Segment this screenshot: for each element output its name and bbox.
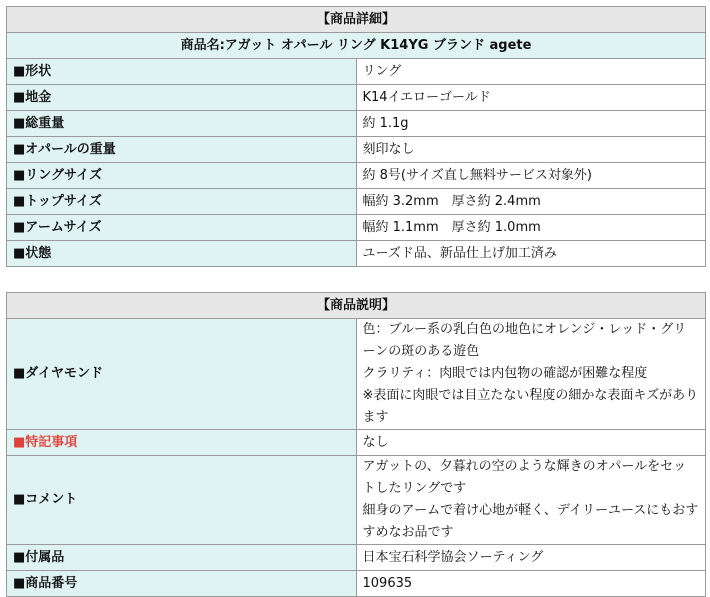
detail-row-opal-weight bbox=[7, 137, 706, 163]
detail-row-arm-size bbox=[7, 215, 706, 241]
diamond-description bbox=[356, 319, 706, 430]
detail-label: ■形状 bbox=[7, 59, 357, 85]
detail-row-total-weight bbox=[7, 111, 706, 137]
detail-value: K14イエローゴールド bbox=[356, 85, 706, 111]
detail-value: 約 8号(サイズ直し無料サービス対象外) bbox=[356, 163, 706, 189]
comment-line: 細身のアームで着け心地が軽く、デイリーユースにもおすすめなお品です bbox=[362, 503, 699, 540]
detail-value: 幅約 1.1mm 厚さ約 1.0mm bbox=[356, 215, 706, 241]
detail-value: ユーズド品、新品仕上げ加工済み bbox=[356, 241, 706, 267]
detail-row-ring-size bbox=[7, 163, 706, 189]
detail-label: ■総重量 bbox=[7, 111, 357, 137]
detail-row-top-size bbox=[7, 189, 706, 215]
detail-value: 刻印なし bbox=[356, 137, 706, 163]
comment-text bbox=[356, 456, 706, 545]
detail-label: ■オパールの重量 bbox=[7, 137, 357, 163]
description-value: 109635 bbox=[356, 571, 706, 597]
diamond-line: 色：ブルー系の乳白色の地色にオレンジ・レッド・グリーンの斑のある遊色 bbox=[362, 322, 687, 359]
details-header: 【商品詳細】 bbox=[7, 7, 706, 33]
detail-value: 約 1.1g bbox=[356, 111, 706, 137]
description-value: 日本宝石科学協会ソーティング bbox=[356, 545, 706, 571]
description-label: ■特記事項 bbox=[7, 430, 357, 456]
description-label: ■コメント bbox=[7, 456, 357, 545]
detail-label: ■状態 bbox=[7, 241, 357, 267]
description-header: 【商品説明】 bbox=[7, 293, 706, 319]
description-label: ■商品番号 bbox=[7, 571, 357, 597]
comment-line: アガットの、夕暮れの空のような輝きのオパールをセットしたリングです bbox=[362, 459, 687, 496]
diamond-line: ※表面に肉眼では目立たない程度の細かな表面キズがあります bbox=[362, 388, 699, 425]
product-description-table bbox=[6, 292, 706, 597]
detail-label: ■地金 bbox=[7, 85, 357, 111]
detail-label: ■アームサイズ bbox=[7, 215, 357, 241]
description-row-diamond bbox=[7, 319, 706, 430]
description-row-accessories bbox=[7, 545, 706, 571]
description-label: ■付属品 bbox=[7, 545, 357, 571]
diamond-line: クラリティ：肉眼では内包物の確認が困難な程度 bbox=[362, 366, 648, 381]
product-details-table bbox=[6, 6, 706, 267]
detail-label: ■リングサイズ bbox=[7, 163, 357, 189]
description-label: ■ダイヤモンド bbox=[7, 319, 357, 430]
description-row-comment bbox=[7, 456, 706, 545]
product-name: 商品名:アガット オパール リング K14YG ブランド agete bbox=[7, 33, 706, 59]
detail-value: リング bbox=[356, 59, 706, 85]
detail-label: ■トップサイズ bbox=[7, 189, 357, 215]
description-value: なし bbox=[356, 430, 706, 456]
detail-row-condition bbox=[7, 241, 706, 267]
detail-row-shape bbox=[7, 59, 706, 85]
detail-row-metal bbox=[7, 85, 706, 111]
detail-value: 幅約 3.2mm 厚さ約 2.4mm bbox=[356, 189, 706, 215]
description-row-item-number bbox=[7, 571, 706, 597]
description-row-special-notes bbox=[7, 430, 706, 456]
